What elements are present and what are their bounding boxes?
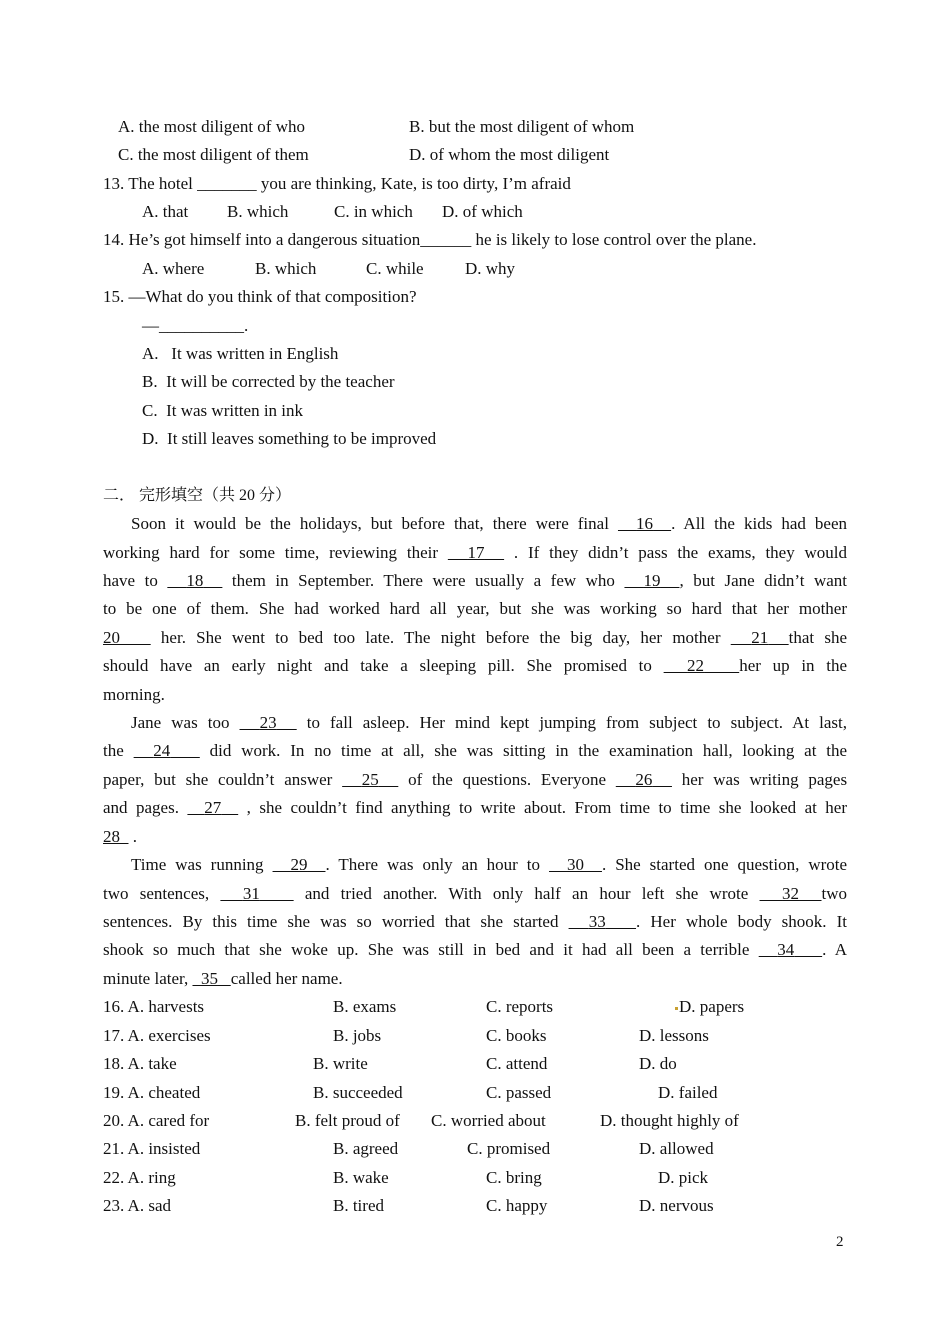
q13-option-b: B. which xyxy=(227,202,289,221)
q15-option-a: A. It was written in English xyxy=(142,344,339,363)
passage-line: Time was running 29 . There was only an hour to 30 . She started one question, wrote xyxy=(131,855,848,874)
passage-line: have to 18 them in September. There were usually a few who 19 , but Jane didn’t want xyxy=(103,571,848,590)
cloze-option: B. agreed xyxy=(333,1139,399,1158)
cloze-option: B. exams xyxy=(333,997,397,1016)
cloze-option: B. wake xyxy=(333,1168,389,1187)
cloze-option: 20. A. cared for xyxy=(103,1111,210,1130)
passage-line: shook so much that she woke up. She was still in bed and it had all been a terrible 34 . A xyxy=(103,940,848,959)
passage-line: sentences. By this time she was so worried that she started 33 . Her whole body shook. It xyxy=(103,912,848,931)
cloze-option: D. nervous xyxy=(639,1196,714,1215)
cloze-option: C. happy xyxy=(486,1196,548,1215)
q13-stem: 13. The hotel _______ you are thinking, Kate, is too dirty, I’m afraid xyxy=(103,174,571,193)
passage-line: 20 her. She went to bed too late. The night before the big day, her mother 21 that she xyxy=(103,628,848,647)
cloze-option: B. jobs xyxy=(333,1026,382,1045)
cloze-option: 23. A. sad xyxy=(103,1196,171,1215)
q14-option-a: A. where xyxy=(142,259,205,278)
cloze-option: 16. A. harvests xyxy=(103,997,205,1016)
cloze-option: D. pick xyxy=(658,1168,709,1187)
passage-line: to be one of them. She had worked hard all year, but she was working so hard that her mother xyxy=(103,599,847,618)
section-title: 二． 完形填空（共 20 分） xyxy=(103,487,292,504)
cloze-option: D. thought highly of xyxy=(600,1111,739,1130)
q13-option-d: D. of which xyxy=(442,202,523,221)
passage-line: minute later, 35 called her name. xyxy=(103,969,343,988)
cloze-option: C. attend xyxy=(486,1054,548,1073)
passage-line: paper, but she couldn’t answer 25 of the questions. Everyone 26 her was writing pages xyxy=(103,770,848,789)
cloze-option: C. passed xyxy=(486,1083,552,1102)
cloze-option: B. succeeded xyxy=(313,1083,403,1102)
passage-line: the 24 did work. In no time at all, she was sitting in the examination hall, looking at the xyxy=(103,741,848,760)
passage-line: Soon it would be the holidays, but before that, there were final 16 . All the kids had been xyxy=(131,514,848,533)
q14-option-c: C. while xyxy=(366,259,424,278)
passage-line: two sentences, 31 and tried another. With only half an hour left she wrote 32 two xyxy=(103,884,848,903)
passage-line: should have an early night and take a sleeping pill. She promised to 22 her up in the xyxy=(103,656,848,675)
cloze-option: 19. A. cheated xyxy=(103,1083,201,1102)
cloze-option: D. papers xyxy=(675,996,744,1018)
passage-line: Jane was too 23 to fall asleep. Her mind kept jumping from subject to subject. At last, xyxy=(131,713,848,732)
q14-stem: 14. He’s got himself into a dangerous situation______ he is likely to lose control over the plane. xyxy=(103,230,757,249)
cloze-option: 17. A. exercises xyxy=(103,1026,211,1045)
q12-option-c: C. the most diligent of them xyxy=(118,145,309,164)
q13-option-a: A. that xyxy=(142,202,189,221)
q15-reply: —__________. xyxy=(142,316,249,335)
passage-line: 28 . xyxy=(103,827,137,846)
q15-stem: 15. —What do you think of that composition? xyxy=(103,287,417,306)
cloze-option: C. promised xyxy=(467,1139,551,1158)
passage-line: working hard for some time, reviewing their 17 . If they didn’t pass the exams, they would xyxy=(103,543,848,562)
cloze-option: C. books xyxy=(486,1026,547,1045)
cloze-option: 18. A. take xyxy=(103,1054,177,1073)
q13-option-c: C. in which xyxy=(334,202,413,221)
q15-option-c: C. It was written in ink xyxy=(142,401,304,420)
q12-option-b: B. but the most diligent of whom xyxy=(409,117,635,136)
passage-line: morning. xyxy=(103,685,165,704)
q15-option-b: B. It will be corrected by the teacher xyxy=(142,372,395,391)
q12-option-a: A. the most diligent of who xyxy=(118,117,305,136)
cloze-option: D. allowed xyxy=(639,1139,714,1158)
cloze-option: C. bring xyxy=(486,1168,542,1187)
cloze-option: 22. A. ring xyxy=(103,1168,176,1187)
page-number: 2 xyxy=(836,1234,844,1250)
cloze-option: B. tired xyxy=(333,1196,384,1215)
q12-option-d: D. of whom the most diligent xyxy=(409,145,610,164)
cloze-option: C. reports xyxy=(486,997,554,1016)
cloze-option: 21. A. insisted xyxy=(103,1139,201,1158)
cloze-option: D. failed xyxy=(658,1083,718,1102)
cloze-option: D. do xyxy=(639,1054,677,1073)
cloze-option: C. worried about xyxy=(431,1111,546,1130)
q14-option-d: D. why xyxy=(465,259,516,278)
q15-option-d: D. It still leaves something to be improved xyxy=(142,429,437,448)
cloze-option: D. lessons xyxy=(639,1026,709,1045)
cloze-option: B. write xyxy=(313,1054,368,1073)
q14-option-b: B. which xyxy=(255,259,317,278)
passage-line: and pages. 27 , she couldn’t find anything to write about. From time to time she looked at her xyxy=(103,798,848,817)
bullet-mark xyxy=(675,1007,678,1010)
cloze-option: B. felt proud of xyxy=(295,1111,400,1130)
